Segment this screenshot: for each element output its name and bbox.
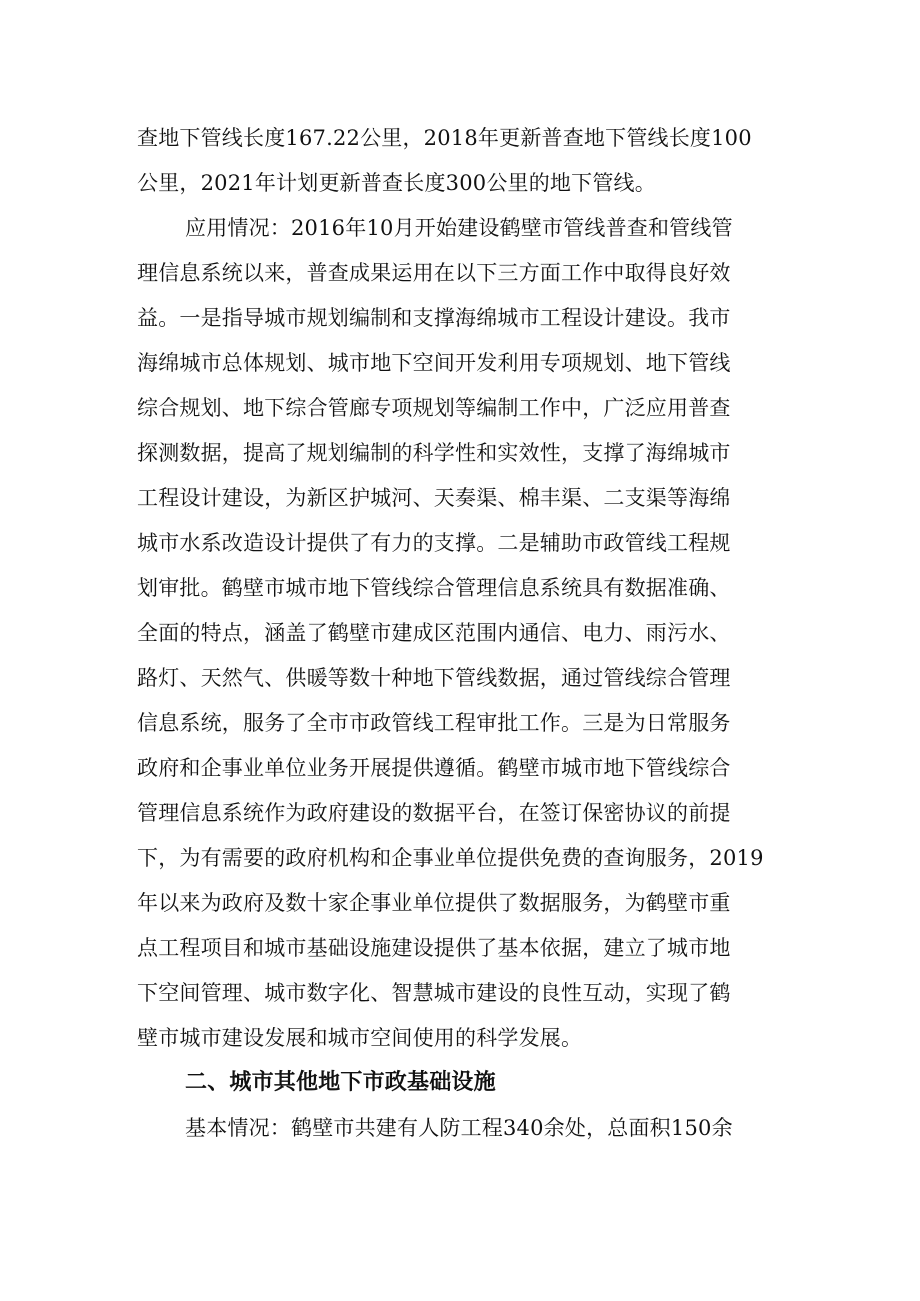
text-line: 下，为有需要的政府机构和企事业单位提供免费的查询服务，2019 [137,846,764,870]
text-line: 查地下管线长度167.22公里，2018年更新普查地下管线长度100 [137,126,752,150]
text-line: 下空间管理、城市数字化、智慧城市建设的良性互动，实现了鹤 [137,981,731,1005]
text-line: 年以来为政府及数十家企事业单位提供了数据服务，为鹤壁市重 [137,891,731,915]
text-line: 海绵城市总体规划、城市地下空间开发利用专项规划、地下管线 [137,351,731,375]
text-line: 综合规划、地下综合管廊专项规划等编制工作中，广泛应用普查 [137,396,731,420]
text-line: 信息系统，服务了全市市政管线工程审批工作。三是为日常服务 [137,711,731,735]
paragraph-first-line: 应用情况：2016年10月开始建设鹤壁市管线普查和管线管 [185,216,733,240]
text-line: 公里，2021年计划更新普查长度300公里的地下管线。 [137,171,656,195]
text-line: 路灯、天然气、供暖等数十种地下管线数据，通过管线综合管理 [137,666,731,690]
text-line: 点工程项目和城市基础设施建设提供了基本依据，建立了城市地 [137,936,731,960]
text-line: 理信息系统以来，普查成果运用在以下三方面工作中取得良好效 [137,261,731,285]
text-line: 政府和企事业单位业务开展提供遵循。鹤壁市城市地下管线综合 [137,756,731,780]
text-line: 管理信息系统作为政府建设的数据平台，在签订保密协议的前提 [137,801,731,825]
text-line: 划审批。鹤壁市城市地下管线综合管理信息系统具有数据准确、 [137,576,731,600]
paragraph-first-line: 基本情况：鹤壁市共建有人防工程340余处，总面积150余 [185,1116,733,1140]
text-line: 工程设计建设，为新区护城河、天奏渠、棉丰渠、二支渠等海绵 [137,486,731,510]
section-heading: 二、城市其他地下市政基础设施 [185,1070,496,1095]
text-line: 探测数据，提高了规划编制的科学性和实效性，支撑了海绵城市 [137,441,731,465]
text-line: 益。一是指导城市规划编制和支撑海绵城市工程设计建设。我市 [137,306,731,330]
text-line: 壁市城市建设发展和城市空间使用的科学发展。 [137,1026,583,1050]
text-line: 全面的特点，涵盖了鹤壁市建成区范围内通信、电力、雨污水、 [137,621,731,645]
text-line: 城市水系改造设计提供了有力的支撑。二是辅助市政管线工程规 [137,531,731,555]
